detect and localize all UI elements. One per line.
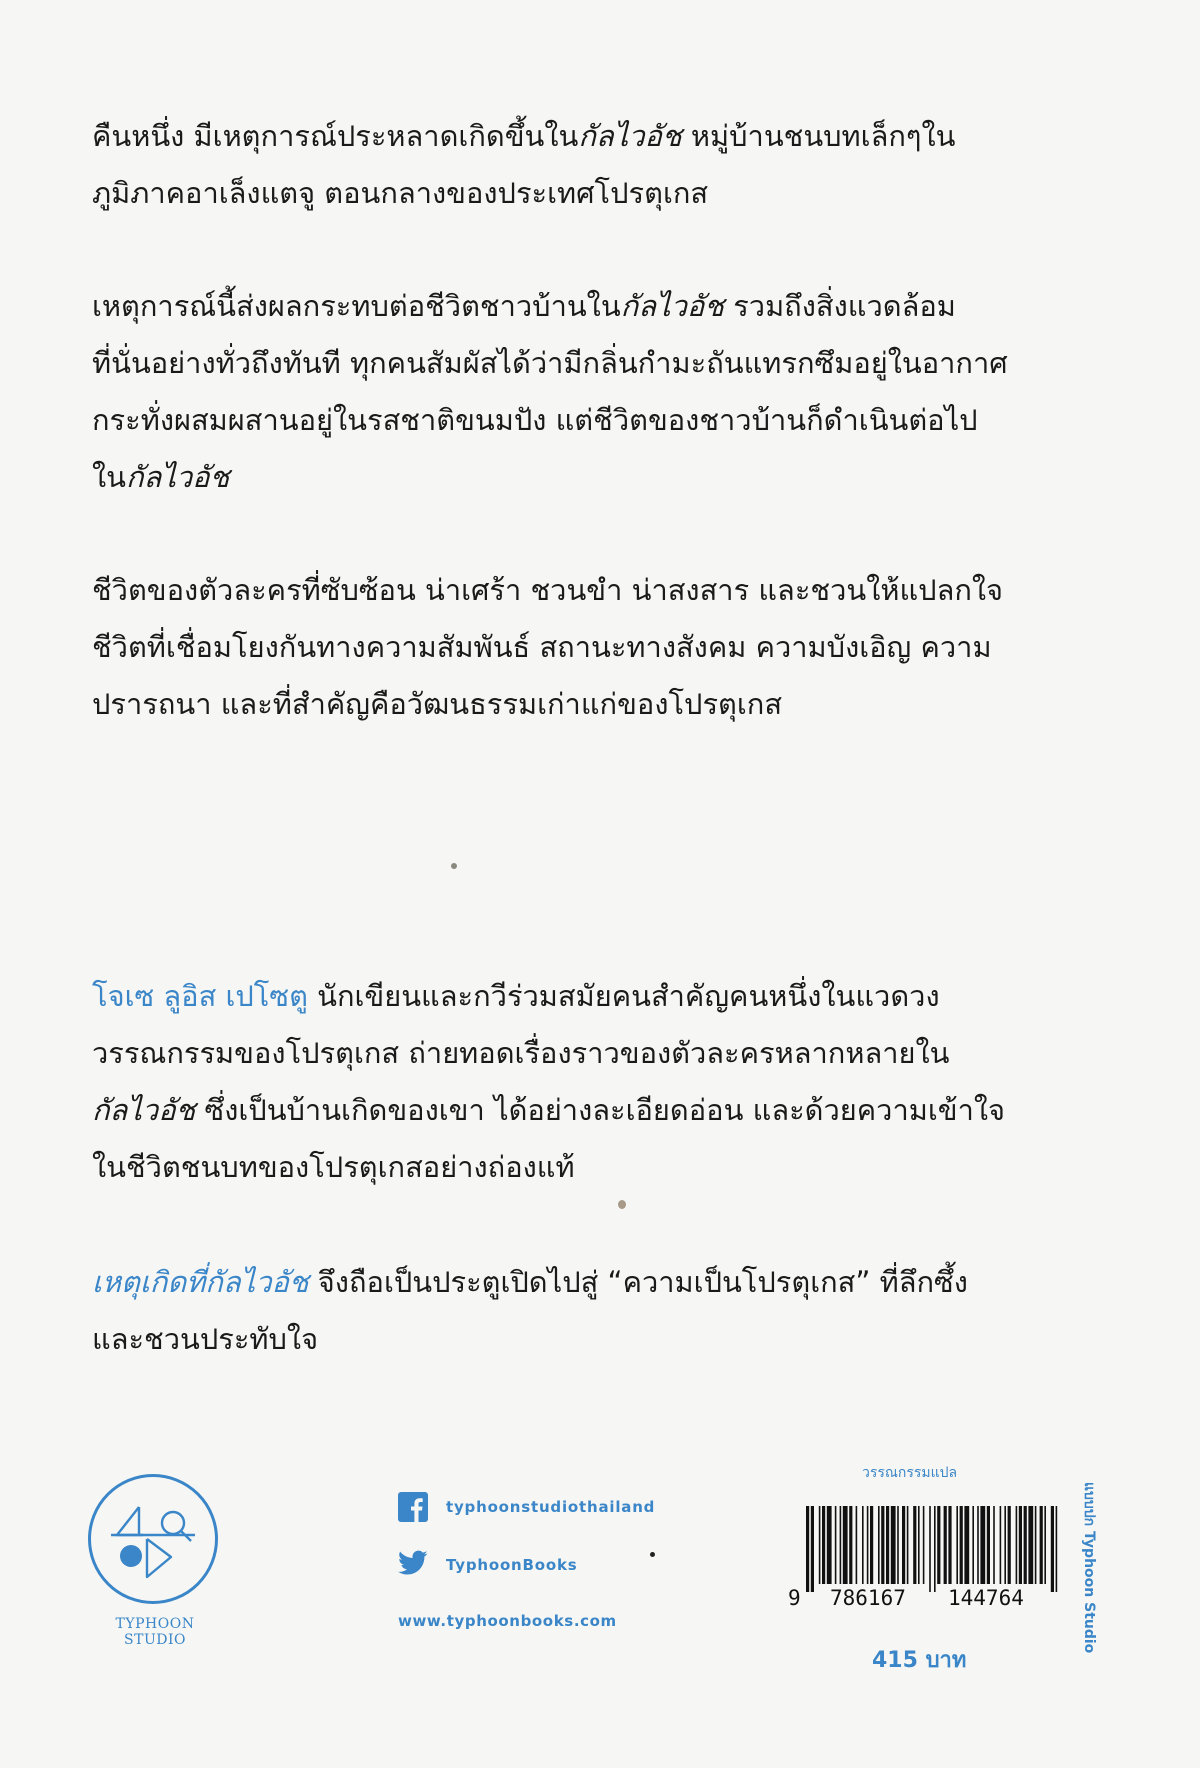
barcode-bar (1028, 1506, 1033, 1584)
barcode-bar (1000, 1506, 1002, 1584)
isbn-digit-group: 144764 (948, 1586, 1024, 1610)
isbn-digit-group: 9 (788, 1586, 801, 1610)
barcode-bar (1008, 1506, 1011, 1584)
barcode-bar (1024, 1506, 1027, 1584)
logo-text-line-2: STUDIO (124, 1632, 186, 1648)
author-paragraph (92, 968, 1092, 1196)
cover-design-credit: แบบปก Typhoon Studio (1081, 1482, 1097, 1654)
barcode-bar (964, 1506, 969, 1584)
body-text: รวมถึงสิ่งแวดล้อม (723, 289, 956, 323)
body-text: ในชีวิตชนบทของโปรตุเกสอย่างถ่องแท้ (92, 1150, 575, 1184)
logo-ring (88, 1474, 218, 1604)
barcode-bar (870, 1506, 873, 1584)
barcode-bar (956, 1506, 958, 1584)
body-text: คืนหนึ่ง มีเหตุการณ์ประหลาดเกิดขึ้นใน (92, 119, 579, 153)
paper-speck (650, 1552, 655, 1557)
barcode-bar (1016, 1506, 1018, 1584)
barcode-bar (960, 1506, 963, 1584)
synopsis-paragraph-3 (92, 562, 1092, 733)
text-line (92, 108, 1092, 165)
barcode-bar (918, 1506, 920, 1584)
price-label: 415 บาท (872, 1648, 967, 1673)
barcode-bar (881, 1506, 884, 1584)
text-line (92, 1025, 1092, 1082)
text-line (92, 968, 1092, 1025)
barcode-bar (811, 1506, 814, 1592)
barcode-bar (1035, 1506, 1037, 1584)
text-line (92, 449, 1092, 506)
text-line (92, 1139, 1092, 1196)
twitter-icon (398, 1550, 428, 1580)
synopsis-paragraph-1 (92, 108, 1092, 222)
barcode-bar (886, 1506, 889, 1584)
text-line (92, 165, 1092, 222)
logo-mark-icon (91, 1477, 215, 1601)
website-link[interactable]: www.typhoonbooks.com (398, 1612, 617, 1630)
emphasis-text: กัลไวอัช (578, 119, 682, 153)
body-text: จึงถือเป็นประตูเปิดไปสู่ “ความเป็นโปรตุเกส” ที่ลึกซึ้ง (308, 1265, 968, 1299)
text-line (92, 1082, 1092, 1139)
barcode-bar (827, 1506, 832, 1584)
text-line (92, 278, 1092, 335)
barcode-bar (977, 1506, 979, 1584)
barcode-bar (1040, 1506, 1043, 1584)
barcode-bar (806, 1506, 809, 1592)
barcode-bar (902, 1506, 905, 1584)
text-line (92, 335, 1092, 392)
body-text: วรรณกรรมของโปรตุเกส ถ่ายทอดเรื่องราวของตัวละครหลากหลายใน (92, 1036, 950, 1070)
barcode-bar (891, 1506, 896, 1584)
barcode-bar (1044, 1506, 1046, 1584)
logo-text-line-1: TYPHOON (115, 1616, 195, 1632)
barcode-bar (923, 1506, 925, 1584)
text-line (92, 676, 1092, 733)
body-text: ปรารถนา และที่สำคัญคือวัฒนธรรมเก่าแก่ของโปรตุเกส (92, 687, 783, 721)
body-text: และชวนประทับใจ (92, 1322, 319, 1356)
barcode-bar (819, 1506, 821, 1584)
typhoon-studio-logo (88, 1474, 222, 1654)
barcode-bar (907, 1506, 909, 1584)
barcode-bar (980, 1506, 985, 1584)
barcode-bar (897, 1506, 899, 1584)
paper-speck (618, 1200, 626, 1209)
barcode-bar (840, 1506, 842, 1584)
barcode-bar (878, 1506, 880, 1584)
body-text: เหตุการณ์นี้ส่งผลกระทบต่อชีวิตชาวบ้านใน (92, 289, 621, 323)
text-line (92, 392, 1092, 449)
barcode-bar (937, 1506, 940, 1584)
barcode-bar (1004, 1506, 1006, 1584)
barcode-bar (913, 1506, 916, 1584)
barcode-bar (862, 1506, 864, 1584)
barcode-bar (948, 1506, 951, 1584)
emphasis-text: กัลไวอัช (620, 289, 724, 323)
barcode-bar (944, 1506, 947, 1584)
body-text: ที่นั่นอย่างทั่วถึงทันที ทุกคนสัมผัสได้ว่ามีกลิ่นกำมะถันแทรกซึมอยู่ในอากาศ (92, 346, 1008, 380)
barcode-bar (849, 1506, 852, 1584)
barcode-bar (856, 1506, 858, 1584)
emphasis-text: กัลไวอัช (125, 460, 230, 494)
emphasis-text: กัลไวอัช (92, 1093, 196, 1127)
isbn-digit-group: 786167 (830, 1586, 906, 1610)
body-text: กระทั่งผสมผสานอยู่ในรสชาติขนมปัง แต่ชีวิตของชาวบ้านก็ดำเนินต่อไป (92, 403, 978, 437)
barcode-bar (934, 1506, 936, 1592)
body-text: ชีวิตที่เชื่อมโยงกันทางความสัมพันธ์ สถานะทางสังคม ความบังเอิญ ความ (92, 630, 992, 664)
body-text: ซึ่งเป็นบ้านเกิดของเขา ได้อย่างละเอียดอ่อน และด้วยความเข้าใจ (195, 1093, 1006, 1127)
barcode-bar (822, 1506, 825, 1584)
text-line (92, 619, 1092, 676)
facebook-handle: typhoonstudiothailand (446, 1498, 656, 1516)
category-label: วรรณกรรมแปล (862, 1465, 958, 1481)
text-line (92, 1311, 1092, 1368)
text-line (92, 1254, 1092, 1311)
barcode-bar (993, 1506, 995, 1584)
barcode-bar (835, 1506, 837, 1584)
barcode-bar (972, 1506, 974, 1584)
body-text: ภูมิภาคอาเล็งแตจู ตอนกลางของประเทศโปรตุเกส (92, 176, 709, 210)
barcode-bar (1051, 1506, 1054, 1592)
facebook-link[interactable] (398, 1492, 655, 1522)
body-text: ใน (92, 460, 126, 494)
facebook-icon (398, 1492, 428, 1522)
body-text: หมู่บ้านชนบทเล็กๆใน (681, 119, 956, 153)
barcode-bar (1019, 1506, 1022, 1584)
closing-paragraph (92, 1254, 1092, 1368)
twitter-handle: TyphoonBooks (446, 1556, 578, 1574)
barcode-bar (929, 1506, 931, 1592)
barcode-bar (843, 1506, 848, 1584)
synopsis-paragraph-2 (92, 278, 1092, 506)
twitter-link[interactable] (398, 1550, 577, 1580)
body-text: ชีวิตของตัวละครที่ซับซ้อน น่าเศร้า ชวนขำ น่าสงสาร และชวนให้แปลกใจ (92, 573, 1004, 607)
barcode-bar (867, 1506, 869, 1584)
barcode-bar (987, 1506, 990, 1584)
barcode-bar (1056, 1506, 1058, 1592)
paper-speck (451, 863, 457, 869)
isbn-barcode (806, 1506, 1058, 1592)
body-text: นักเขียนและกวีร่วมสมัยคนสำคัญคนหนึ่งในแวดวง (307, 979, 940, 1013)
emphasis-text: โจเซ ลูอิส เปโซตู (92, 979, 308, 1013)
text-line (92, 562, 1092, 619)
emphasis-text: เหตุเกิดที่กัลไวอัช (92, 1265, 309, 1299)
